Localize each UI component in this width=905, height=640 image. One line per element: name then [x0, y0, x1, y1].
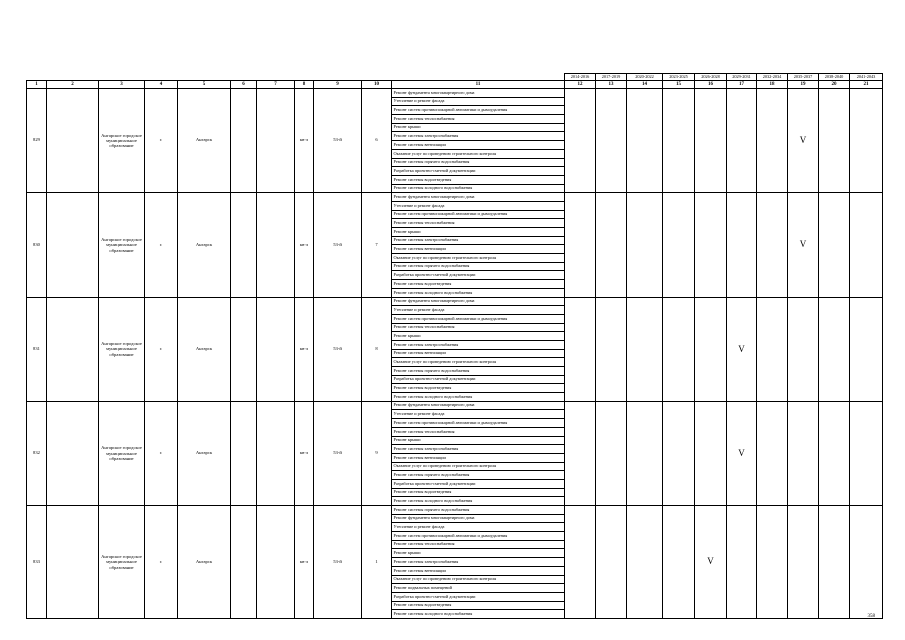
period-mark: V: [695, 506, 727, 619]
work-item: Оказание услуг по проведению строительного контроля: [392, 462, 565, 471]
work-item: Ремонт системы холодного водоснабжения: [392, 497, 565, 506]
period-cell: [850, 297, 883, 401]
work-item: Разработка проектно-сметной документации: [392, 375, 565, 384]
blank-cell: [231, 89, 257, 193]
work-item: Ремонт крыши: [392, 228, 565, 237]
work-item: Оказание услуг по проведению строительного контроля: [392, 575, 565, 584]
period-cell: [627, 193, 663, 297]
work-item: Ремонт системы теплоснабжения: [392, 540, 565, 549]
table-row: [27, 297, 883, 306]
work-item: Утепление и ремонт фасада: [392, 523, 565, 532]
house-block: [27, 193, 883, 297]
work-item: Ремонт системы теплоснабжения: [392, 115, 565, 124]
region-cell: [47, 297, 99, 401]
period-spacer: [99, 74, 145, 81]
municipality-cell: Ангарское городское муниципальное образование: [99, 297, 145, 401]
column-number: 8: [295, 81, 314, 89]
street-type-cell: кв-л: [295, 89, 314, 193]
work-item: Ремонт фундамента многоквартирного дома: [392, 297, 565, 306]
blank-cell: [231, 193, 257, 297]
row-number: 829: [27, 89, 47, 193]
work-item: Ремонт систем противопожарной автоматики и дымоудаления: [392, 210, 565, 219]
column-number: 9: [314, 81, 362, 89]
period-header: 2041-2043: [850, 74, 883, 81]
region-cell: [47, 89, 99, 193]
period-cell: [788, 506, 819, 619]
period-spacer: [145, 74, 178, 81]
work-item: Ремонт системы горячего водоснабжения: [392, 471, 565, 480]
work-item: Ремонт системы электроснабжения: [392, 340, 565, 349]
work-item: Ремонт системы холодного водоснабжения: [392, 184, 565, 193]
work-item: Ремонт системы электроснабжения: [392, 236, 565, 245]
period-spacer: [314, 74, 362, 81]
blank-cell: [257, 506, 295, 619]
column-number: 20: [819, 81, 850, 89]
house-block: [27, 297, 883, 401]
period-header: 2020-2022: [627, 74, 663, 81]
blank-cell: [231, 297, 257, 401]
row-number: 830: [27, 193, 47, 297]
house-number-cell: 1: [362, 506, 392, 619]
period-cell: [627, 506, 663, 619]
period-mark: V: [788, 89, 819, 193]
period-cell: [850, 193, 883, 297]
period-header: 2014-2016: [565, 74, 596, 81]
page-number: 358: [867, 614, 875, 619]
period-spacer: [27, 74, 47, 81]
column-number: 15: [663, 81, 695, 89]
period-mark: V: [788, 193, 819, 297]
work-item: Ремонт системы электроснабжения: [392, 132, 565, 141]
period-cell: [627, 297, 663, 401]
work-item: Оказание услуг по проведению строительного контроля: [392, 254, 565, 263]
period-cell: [596, 401, 627, 505]
period-spacer: [392, 74, 565, 81]
table-row: [27, 89, 883, 98]
work-item: Разработка проектно-сметной документации: [392, 167, 565, 176]
region-cell: [47, 193, 99, 297]
column-number-row: [27, 81, 883, 89]
locality-cell: Ангарск: [178, 89, 231, 193]
period-cell: [663, 506, 695, 619]
work-item: Ремонт системы водоотведения: [392, 601, 565, 610]
table-row: [27, 193, 883, 202]
work-item: Утепление и ремонт фасада: [392, 410, 565, 419]
work-item: Ремонт системы вентиляции: [392, 566, 565, 575]
work-item: Утепление и ремонт фасада: [392, 306, 565, 315]
work-item: Ремонт систем противопожарной автоматики и дымоудаления: [392, 532, 565, 541]
period-mark: V: [727, 297, 757, 401]
period-header: 2038-2040: [819, 74, 850, 81]
column-number: 1: [27, 81, 47, 89]
work-item: Утепление и ремонт фасада: [392, 201, 565, 210]
work-item: Ремонт системы водоотведения: [392, 175, 565, 184]
locality-cell: Ангарск: [178, 401, 231, 505]
period-cell: [819, 193, 850, 297]
locality-cell: Ангарск: [178, 506, 231, 619]
house-block: [27, 401, 883, 505]
column-number: 4: [145, 81, 178, 89]
work-item: Ремонт крыши: [392, 123, 565, 132]
locality-cell: Ангарск: [178, 193, 231, 297]
column-number: 3: [99, 81, 145, 89]
table-row: [27, 506, 883, 515]
street-type-cell: кв-л: [295, 506, 314, 619]
blank-cell: [257, 401, 295, 505]
work-item: Утепление и ремонт фасада: [392, 97, 565, 106]
period-spacer: [295, 74, 314, 81]
work-item: Разработка проектно-сметной документации: [392, 271, 565, 280]
column-number: 11: [392, 81, 565, 89]
row-number: 831: [27, 297, 47, 401]
work-item: Ремонт системы электроснабжения: [392, 558, 565, 567]
street-type-cell: кв-л: [295, 297, 314, 401]
work-item: Ремонт системы холодного водоснабжения: [392, 393, 565, 402]
period-cell: [850, 506, 883, 619]
street-type-cell: кв-л: [295, 193, 314, 297]
column-number: 7: [257, 81, 295, 89]
house-number-cell: 8: [362, 297, 392, 401]
period-cell: [850, 401, 883, 505]
work-item: Ремонт систем противопожарной автоматики и дымоудаления: [392, 314, 565, 323]
locality-type-cell: г.: [145, 401, 178, 505]
street-cell: 53-й: [314, 401, 362, 505]
column-number: 16: [695, 81, 727, 89]
work-item: Ремонт системы вентиляции: [392, 245, 565, 254]
locality-type-cell: г.: [145, 193, 178, 297]
period-header: 2023-2025: [663, 74, 695, 81]
work-item: Ремонт системы теплоснабжения: [392, 427, 565, 436]
period-cell: [565, 506, 596, 619]
column-number: 14: [627, 81, 663, 89]
column-number: 12: [565, 81, 596, 89]
column-number: 18: [757, 81, 788, 89]
period-cell: [819, 89, 850, 193]
work-item: Ремонт фундамента многоквартирного дома: [392, 514, 565, 523]
work-item: Ремонт системы горячего водоснабжения: [392, 262, 565, 271]
period-cell: [695, 193, 727, 297]
period-cell: [565, 297, 596, 401]
period-cell: [695, 401, 727, 505]
period-cell: [596, 506, 627, 619]
work-item: Разработка проектно-сметной документации: [392, 479, 565, 488]
column-number: 10: [362, 81, 392, 89]
house-number-cell: 6: [362, 89, 392, 193]
period-cell: [565, 193, 596, 297]
street-cell: 53-й: [314, 193, 362, 297]
work-item: Ремонт системы теплоснабжения: [392, 323, 565, 332]
period-cell: [727, 506, 757, 619]
blank-cell: [231, 506, 257, 619]
column-number: 5: [178, 81, 231, 89]
period-spacer: [178, 74, 231, 81]
row-number: 832: [27, 401, 47, 505]
period-cell: [757, 193, 788, 297]
municipality-cell: Ангарское городское муниципальное образование: [99, 193, 145, 297]
work-item: Ремонт системы горячего водоснабжения: [392, 367, 565, 376]
work-item: Ремонт крыши: [392, 332, 565, 341]
blank-cell: [257, 297, 295, 401]
house-number-cell: 9: [362, 401, 392, 505]
work-item: Ремонт системы водоотведения: [392, 280, 565, 289]
blank-cell: [257, 193, 295, 297]
work-item: Ремонт системы водоотведения: [392, 488, 565, 497]
work-item: Ремонт системы водоотведения: [392, 384, 565, 393]
locality-cell: Ангарск: [178, 297, 231, 401]
table-row: [27, 401, 883, 410]
period-header: 2026-2028: [695, 74, 727, 81]
period-spacer: [257, 74, 295, 81]
column-number: 13: [596, 81, 627, 89]
column-number: 21: [850, 81, 883, 89]
blank-cell: [257, 89, 295, 193]
locality-type-cell: г.: [145, 89, 178, 193]
work-item: Ремонт системы вентиляции: [392, 349, 565, 358]
column-number: 6: [231, 81, 257, 89]
period-cell: [788, 401, 819, 505]
period-cell: [819, 401, 850, 505]
work-item: Ремонт систем противопожарной автоматики и дымоудаления: [392, 106, 565, 115]
period-cell: [850, 89, 883, 193]
period-mark: V: [727, 401, 757, 505]
locality-type-cell: г.: [145, 297, 178, 401]
region-cell: [47, 401, 99, 505]
period-spacer: [231, 74, 257, 81]
work-item: Ремонт фундамента многоквартирного дома: [392, 401, 565, 410]
column-number: 2: [47, 81, 99, 89]
locality-type-cell: г.: [145, 506, 178, 619]
period-cell: [663, 297, 695, 401]
work-item: Ремонт системы теплоснабжения: [392, 219, 565, 228]
street-type-cell: кв-л: [295, 401, 314, 505]
period-cell: [757, 297, 788, 401]
work-item: Ремонт фундамента многоквартирного дома: [392, 193, 565, 202]
period-cell: [596, 89, 627, 193]
work-item: Ремонт фундамента многоквартирного дома: [392, 89, 565, 98]
period-cell: [596, 193, 627, 297]
period-cell: [788, 297, 819, 401]
period-cell: [663, 89, 695, 193]
period-cell: [596, 297, 627, 401]
period-cell: [695, 297, 727, 401]
period-cell: [757, 506, 788, 619]
column-number: 19: [788, 81, 819, 89]
period-cell: [727, 193, 757, 297]
house-number-cell: 7: [362, 193, 392, 297]
period-cell: [663, 193, 695, 297]
work-item: Ремонт систем противопожарной автоматики и дымоудаления: [392, 419, 565, 428]
period-cell: [565, 89, 596, 193]
work-item: Ремонт крыши: [392, 436, 565, 445]
work-item: Ремонт системы холодного водоснабжения: [392, 288, 565, 297]
period-cell: [757, 401, 788, 505]
work-item: Ремонт системы горячего водоснабжения: [392, 158, 565, 167]
municipality-cell: Ангарское городское муниципальное образование: [99, 401, 145, 505]
period-cell: [819, 506, 850, 619]
period-spacer: [47, 74, 99, 81]
period-header-row: [27, 74, 883, 81]
period-header: 2017-2019: [596, 74, 627, 81]
period-header: 2029-2031: [727, 74, 757, 81]
work-item: Оказание услуг по проведению строительного контроля: [392, 149, 565, 158]
period-cell: [627, 89, 663, 193]
period-cell: [819, 297, 850, 401]
blank-cell: [231, 401, 257, 505]
work-item: Разработка проектно-сметной документации: [392, 592, 565, 601]
period-cell: [727, 89, 757, 193]
municipality-cell: Ангарское городское муниципальное образование: [99, 89, 145, 193]
period-spacer: [362, 74, 392, 81]
work-item: Ремонт системы холодного водоснабжения: [392, 610, 565, 619]
street-cell: 53-й: [314, 297, 362, 401]
work-item: Оказание услуг по проведению строительного контроля: [392, 358, 565, 367]
capital-repair-schedule-table: [26, 73, 883, 619]
house-block: [27, 506, 883, 619]
work-item: Ремонт крыши: [392, 549, 565, 558]
house-block: [27, 89, 883, 193]
period-cell: [627, 401, 663, 505]
work-item: Ремонт системы вентиляции: [392, 453, 565, 462]
work-item: Ремонт системы электроснабжения: [392, 445, 565, 454]
period-cell: [757, 89, 788, 193]
period-cell: [695, 89, 727, 193]
work-item: Ремонт подвальных помещений: [392, 584, 565, 593]
column-number: 17: [727, 81, 757, 89]
period-cell: [565, 401, 596, 505]
street-cell: 53-й: [314, 506, 362, 619]
period-header: 2032-2034: [757, 74, 788, 81]
period-header: 2035-2037: [788, 74, 819, 81]
period-cell: [663, 401, 695, 505]
row-number: 833: [27, 506, 47, 619]
work-item: Ремонт системы горячего водоснабжения: [392, 506, 565, 515]
municipality-cell: Ангарское городское муниципальное образование: [99, 506, 145, 619]
street-cell: 53-й: [314, 89, 362, 193]
region-cell: [47, 506, 99, 619]
work-item: Ремонт системы вентиляции: [392, 141, 565, 150]
